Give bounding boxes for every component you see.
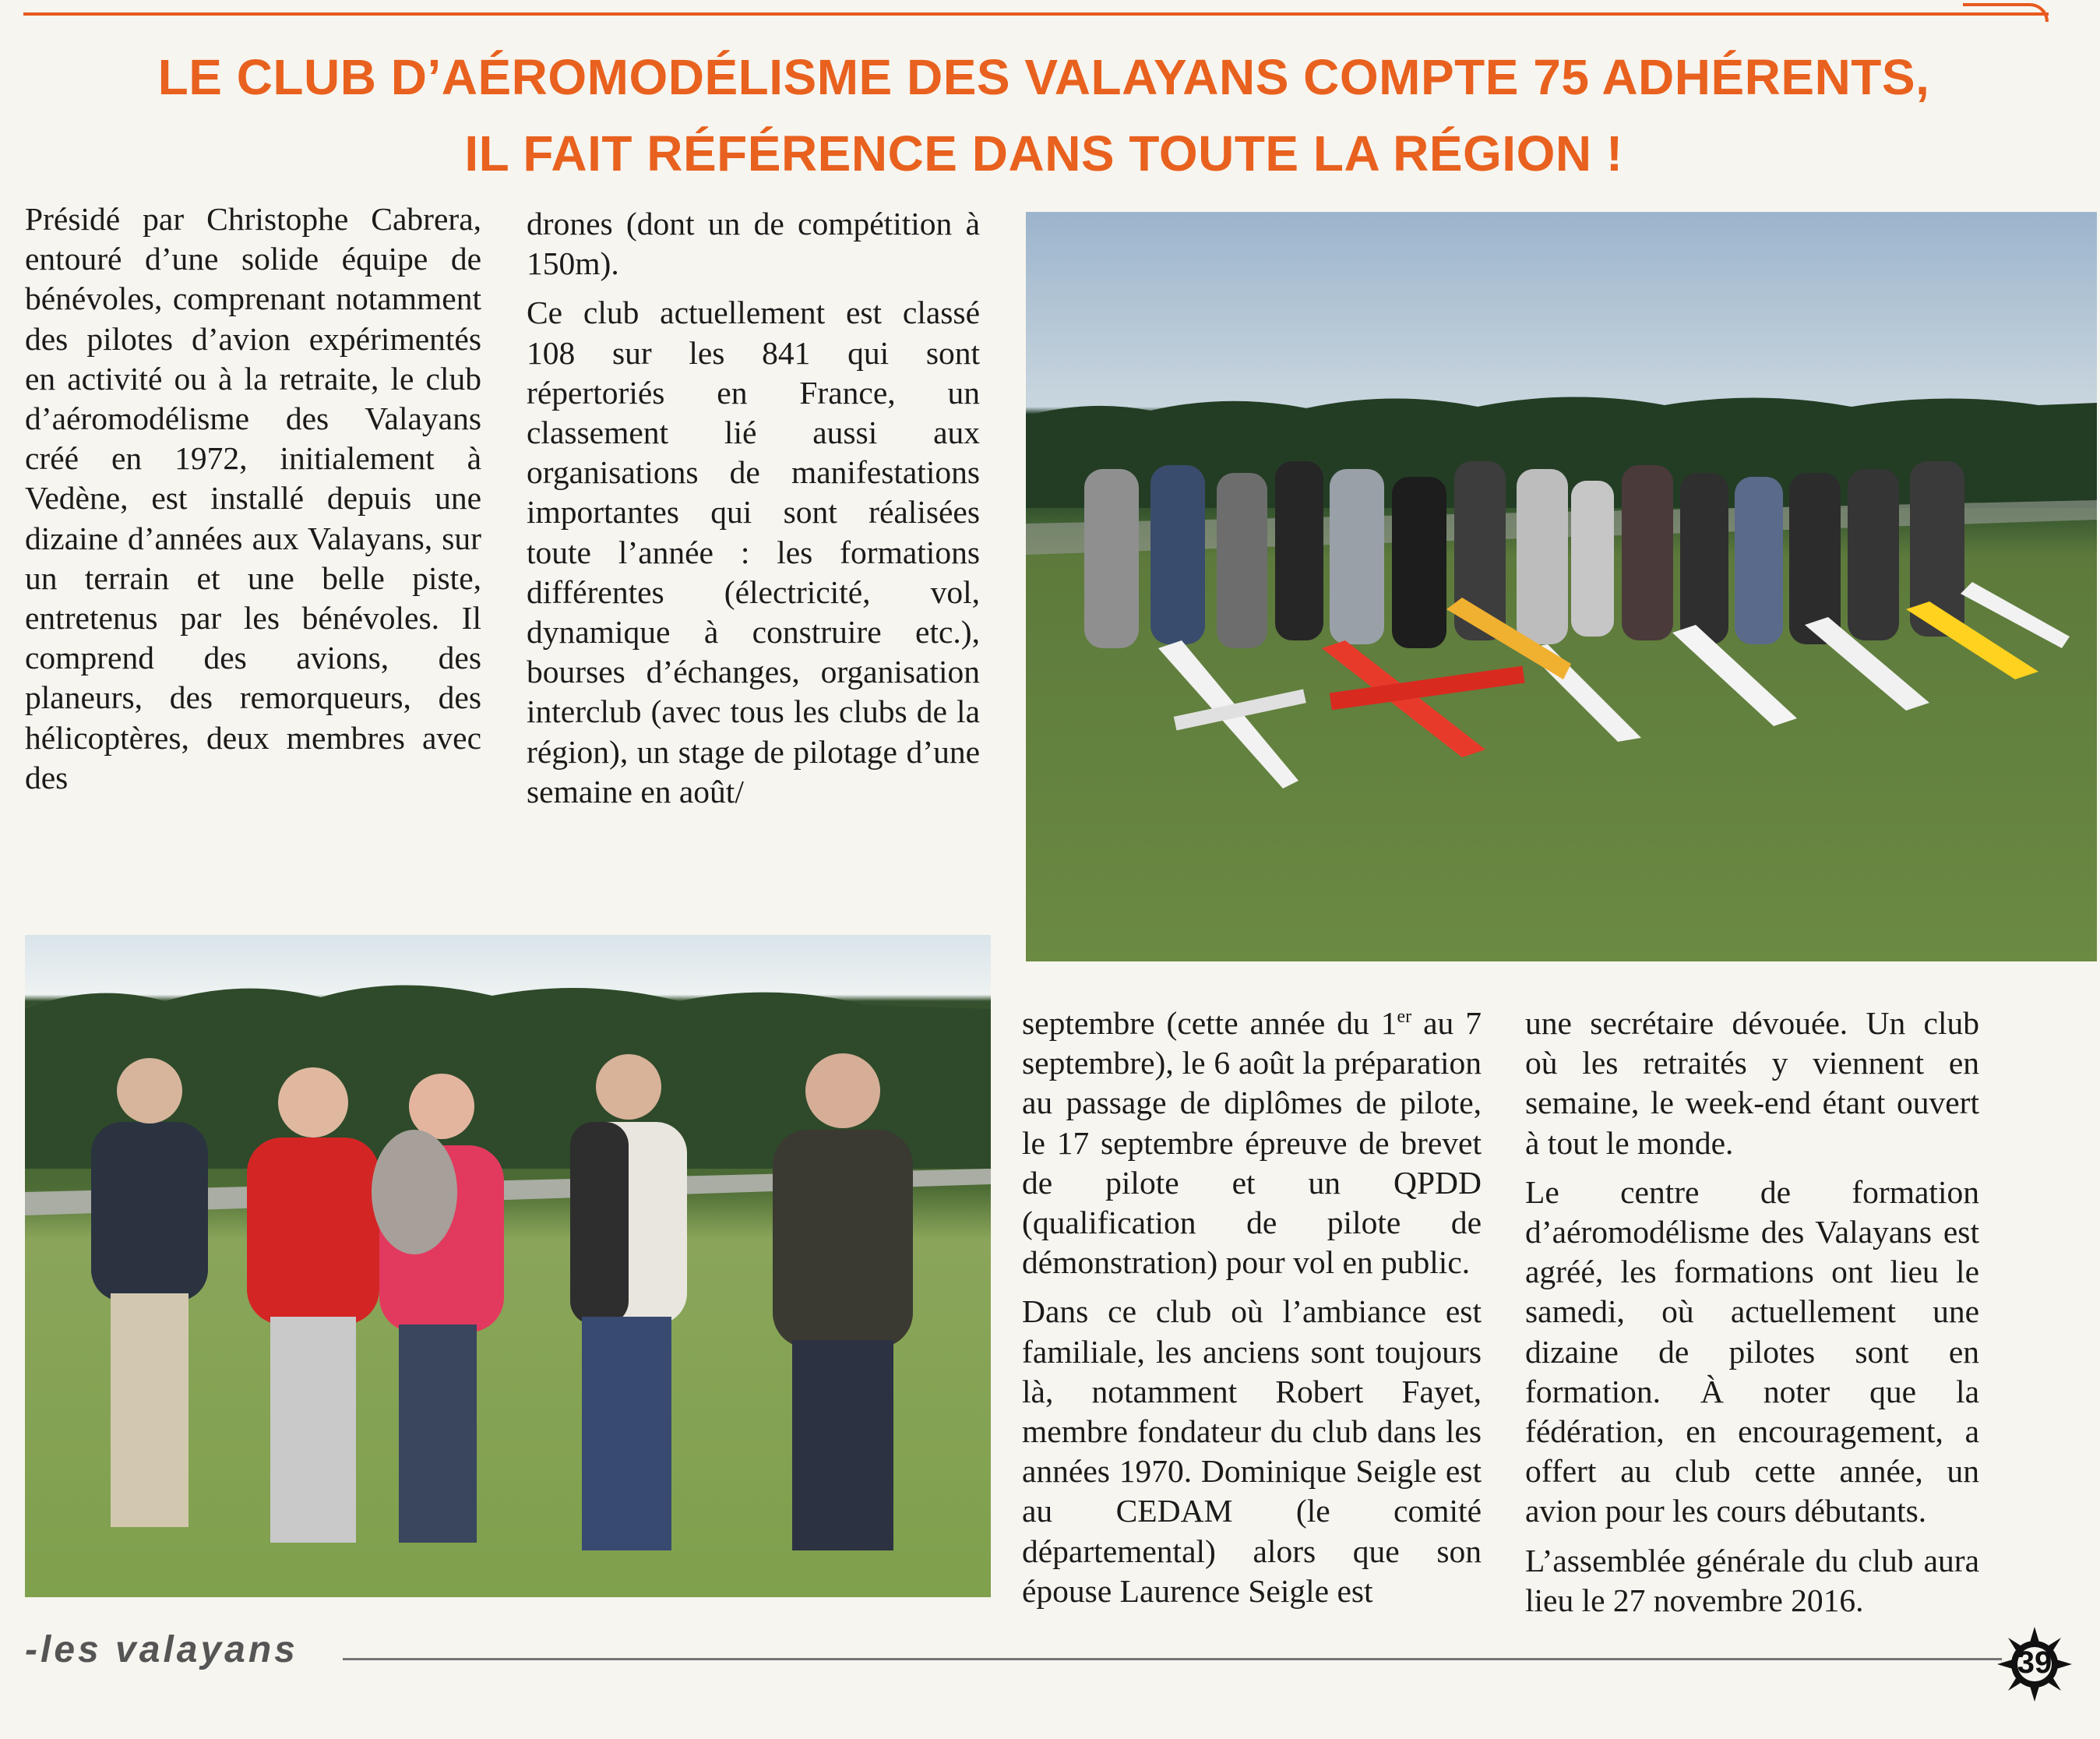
- paragraph-text: septembre (cette année du 1: [1022, 1005, 1397, 1041]
- club-group-photo-with-planes: [1026, 212, 2097, 961]
- paragraph: Dans ce club où l’ambiance est familiale, les anciens sont toujours là, notamment Robert Fayet, membre fondateur du club dans les années 1970. Dominique Seigle est au CEDAM (le comité départemental) alors que son épouse Laurence Seigle est: [1022, 1293, 1482, 1609]
- planes-photo-illustration: [1026, 212, 2097, 961]
- article-column-3: [1022, 1004, 1482, 1621]
- paragraph-text: au 7 septembre), le 6 août la préparation au passage de diplômes de pilote, le 17 septembre épreuve de brevet de pilote et un QPDD (qualification de pilote de démonstration) pour vol en public.: [1022, 1005, 1482, 1281]
- top-rule: [23, 12, 2049, 16]
- paragraph: L’assemblée générale du club aura lieu le 27 novembre 2016.: [1525, 1542, 1979, 1618]
- paragraph: Le centre de formation d’aéromodélisme des Valayans est agréé, les formations ont lieu le samedi, où actuellement une dizaine de pilotes sont en formation. À noter que la fédération, en encouragement, a offert au club cette année, un avion pour les cours débutants.: [1525, 1173, 1979, 1529]
- headline-line-2: IL FAIT RÉFÉRENCE DANS TOUTE LA RÉGION !: [464, 125, 1623, 182]
- magazine-title: -les valayans: [25, 1629, 298, 1670]
- article-column-1: [25, 199, 481, 807]
- article-column-2: [527, 204, 980, 821]
- paragraph: Ce club actuellement est classé 108 sur les 841 qui sont répertoriés en France, un classement lié aussi aux organisations de manifestations importantes qui sont réalisées toute l’année : les formations différentes (électricité, vol, dynamique à construire etc.), bourses d’échanges, organisation interclub (avec tous les clubs de la région), un stage de pilotage d’une semaine en août/: [527, 295, 980, 810]
- headline: [47, 39, 2041, 192]
- article-column-4: [1525, 1004, 1979, 1630]
- club-members-photo-with-dog: [25, 935, 991, 1597]
- magazine-title-text: les valayans: [40, 1629, 298, 1670]
- members-photo-illustration: [25, 935, 991, 1597]
- headline-line-1: LE CLUB D’AÉROMODÉLISME DES VALAYANS COMPTE 75 ADHÉRENTS,: [157, 49, 1930, 105]
- page-number: 39: [2017, 1646, 2052, 1680]
- top-rule-corner: [1963, 3, 2049, 22]
- paragraph: [1022, 1004, 1482, 1282]
- paragraph: une secrétaire dévouée. Un club où les retraités y viennent en semaine, le week-end étant ouvert à tout le monde.: [1525, 1005, 1979, 1161]
- paragraph: drones (dont un de compétition à 150m).: [527, 206, 980, 282]
- footer-rule: [343, 1658, 2002, 1660]
- paragraph: Présidé par Christophe Cabrera, entouré d’une solide équipe de bénévoles, comprenant notamment des pilotes d’avion expérimentés en activité ou à la retraite, le club d’aéromodélisme des Valayans créé en 1972, initialement à Vedène, est installé depuis une dizaine d’années aux Valayans, sur un terrain et une belle piste, entretenus par les bénévoles. Il comprend des avions, des planeurs, des remorqueurs, des hélicoptères, deux membres avec des: [25, 201, 481, 795]
- superscript: er: [1397, 1007, 1412, 1028]
